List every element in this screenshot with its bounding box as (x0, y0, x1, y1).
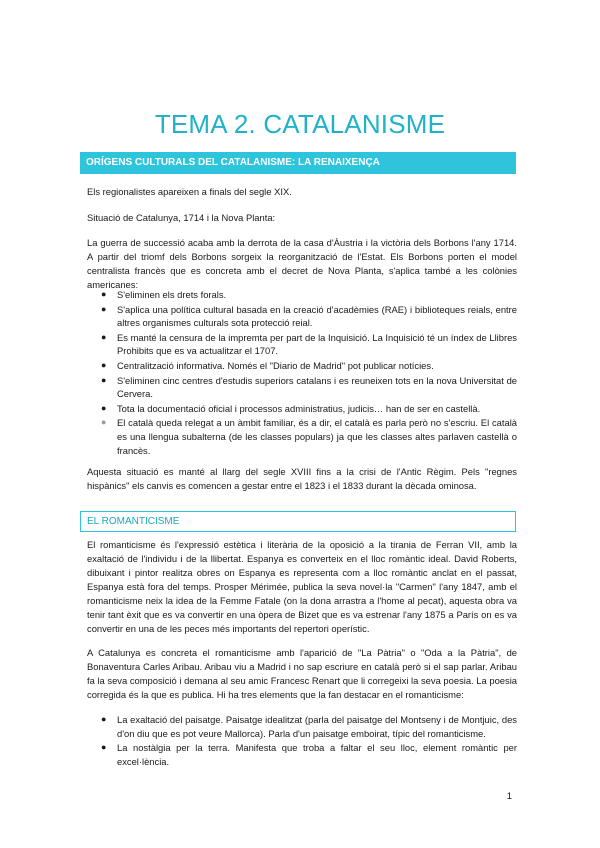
list-item (87, 359, 517, 373)
list-item-text: La nostàlgia per la terra. Manifesta que troba a faltar el seu lloc, element romàntic per excel·lència. (117, 742, 517, 767)
list-item (87, 374, 517, 401)
paragraph-aribau: A Catalunya es concreta el romanticisme amb l'aparició de "La Pàtria" o "Oda a la Pàtria", de Bonaventura Carles Aribau. Aribau viu a Madrid i no sap escriure en català però si el sap parlar. Aribau fa la seva composició i demana al seu amic Francesc Renart que li corregeixi la seva poesia. La poesia corregida és la que es publica. Hi ha tres elements que la fan destacar en el romanticisme: (87, 647, 517, 700)
section-heading-renaixenca: ORÍGENS CULTURALS DEL CATALANISME: LA RENAIXENÇA (80, 152, 516, 174)
list-item (87, 288, 517, 302)
bullet-icon: ● (101, 714, 107, 724)
aribau-elements-list (87, 713, 517, 769)
list-item (87, 402, 517, 416)
bullet-icon: ● (101, 289, 107, 299)
section-heading-romanticisme: EL ROMANTICISME (80, 511, 516, 532)
list-item-text: Es manté la censura de la impremta per part de la Inquisició. La Inquisició té un índex de Llibres Prohibits que es va actualitzar el 1707. (117, 331, 517, 357)
list-item-text: S'aplica una política cultural basada en la creació d'acadèmies (RAE) i biblioteques reials, entre altres organismes culturals sota protecció reial. (117, 303, 517, 329)
paragraph-guerra-successio: La guerra de successió acaba amb la derrota de la casa d'Àustria i la victòria dels Borbons l'any 1714. A partir del triomf dels Borbons sorgeix la reorganització de l'Estat. Els Borbons porten el model centralista francès que es concreta amb el decret de Nova Planta, s'aplica també a les colònies americanes: (87, 237, 517, 290)
paragraph-segle-xviii: Aquesta situació es manté al llarg del segle XVIII fins a la crisi de l'Antic Règim. Pels "regnes hispànics" els canvis es comencen a gestar entre el 1823 i el 1833 durant la dècada ominosa. (87, 466, 517, 491)
paragraph-romanticisme: El romanticisme és l'expressió estètica i literària de la oposició a la tirania de Ferran VII, amb la exaltació de l'individu i de la llibertat. Espanya es converteix en el lloc romàntic ideal. David Roberts, dibuixant i pintor realitza obres on Espanya es representa com a lloc romàntic anclat en el passat, Espanya està fora del temps. Prosper Mérimée, publica la seva novel·la "Carmen" l'any 1847, amb el romanticisme neix la idea de la Femme Fatale (on la dona arrastra a l'home al pecat), aquesta obra va tenir tant èxit que es va convertir en una òpera de Bizet que es va estrenar l'any 1875 a París on es va convertir en una de les peces més importants del repertori operístic. (87, 539, 517, 634)
document-title: TEMA 2. CATALANISME (154, 109, 446, 139)
bullet-icon: ● (101, 303, 107, 314)
bullet-icon: ● (101, 417, 107, 428)
bullet-icon: ● (101, 402, 107, 413)
list-item-text: S'eliminen cinc centres d'estudis superiors catalans i es reuneixen tots en la nova Universitat de Cervera. (117, 374, 517, 400)
list-item (87, 303, 517, 330)
paragraph-situacio: Situació de Catalunya, 1714 i la Nova Planta: (87, 212, 276, 223)
list-item-text: S'eliminen els drets forals. (117, 289, 227, 300)
list-item (87, 331, 517, 358)
list-item-text: El català queda relegat a un àmbit familiar, és a dir, el català es parla però no s'escriu. El català es una llengua subalterna (de les classes populars) ja que les classes altes parlaven castellà o francès. (117, 417, 517, 456)
list-item (87, 713, 517, 740)
list-item (87, 741, 517, 768)
nova-planta-list (87, 288, 517, 458)
list-item-text: Centralització informativa. Només el "Diario de Madrid" pot publicar notícies. (117, 359, 434, 371)
bullet-icon: ● (101, 359, 107, 370)
paragraph-regionalistes: Els regionalistes apareixen a finals del segle XIX. (87, 186, 292, 197)
list-item-text: La exaltació del paisatge. Paisatge idealitzat (parla del paisatge del Montseny i de Montjuic, des d'on diu que es pot veure Mallorca). Parla d'un paisatge emboirat, típic del romanticisme. (117, 714, 517, 739)
bullet-icon: ● (101, 374, 107, 385)
page-number: 1 (506, 791, 512, 802)
list-item (87, 416, 517, 457)
bullet-icon: ● (101, 742, 107, 753)
bullet-icon: ● (101, 331, 107, 342)
list-item-text: Tota la documentació oficial i processos administratius, judicis… han de ser en castellà. (117, 402, 481, 414)
